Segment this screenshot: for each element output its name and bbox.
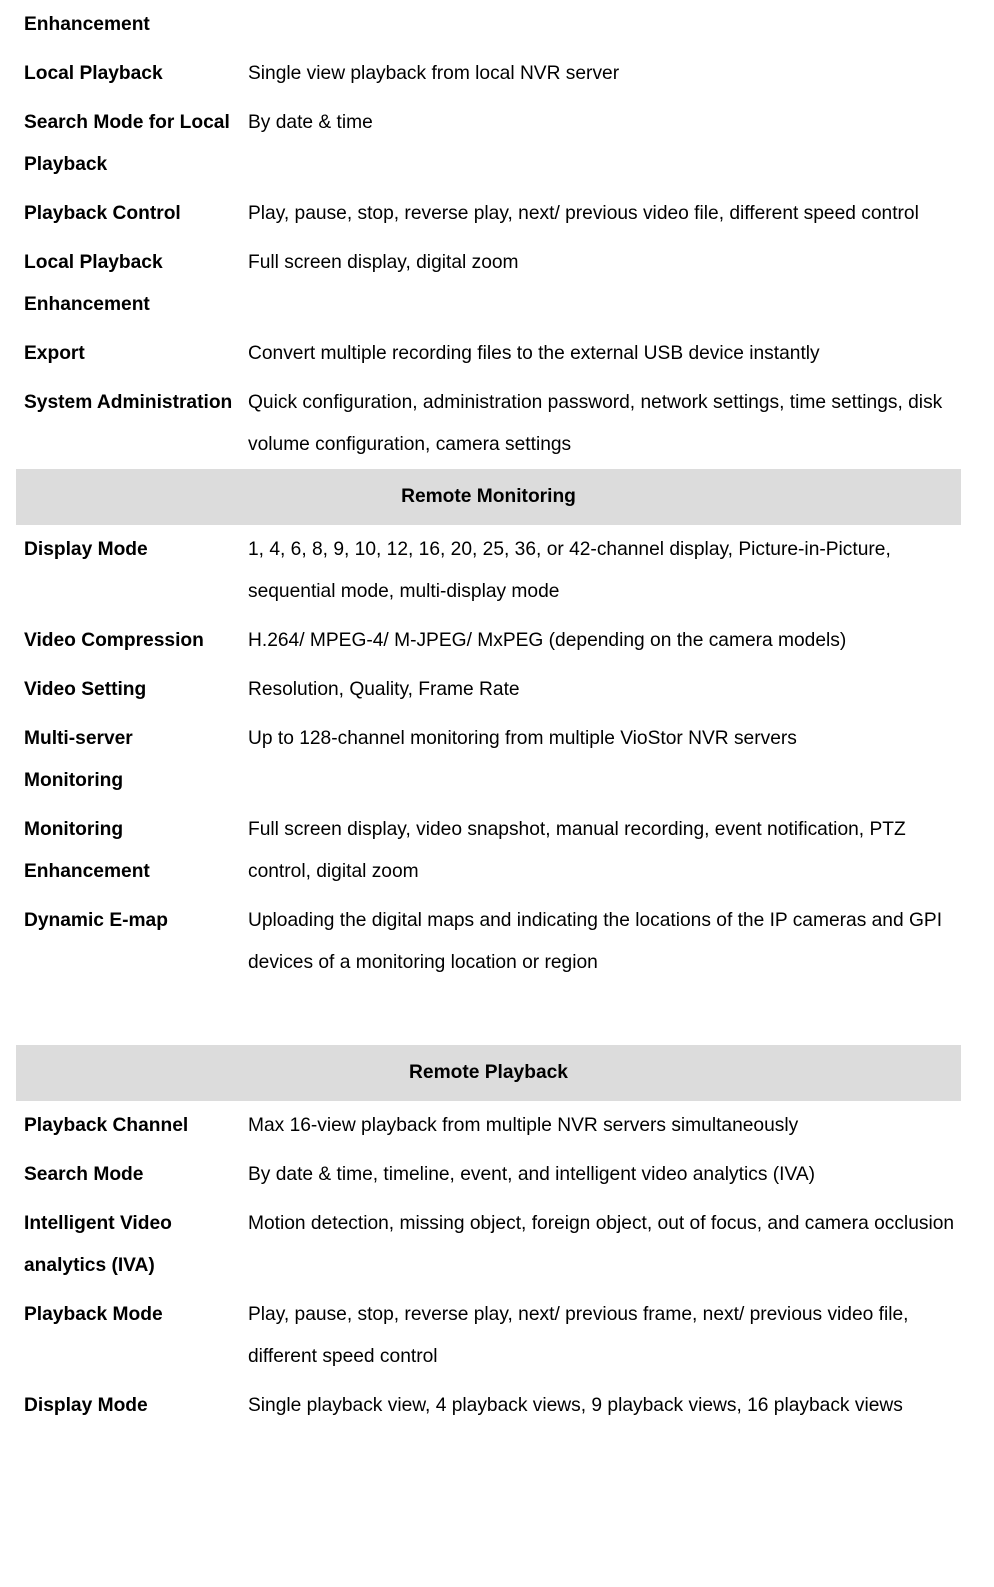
spec-row bbox=[16, 665, 961, 714]
spec-label: Local Playback bbox=[24, 63, 163, 84]
spec-row bbox=[16, 49, 961, 98]
spec-value: Convert multiple recording files to the external USB device instantly bbox=[248, 343, 820, 364]
spec-row bbox=[16, 1150, 961, 1199]
section-header-remote-monitoring: Remote Monitoring bbox=[16, 469, 961, 525]
spec-label: Search Mode for Local Playback bbox=[24, 112, 230, 175]
spec-row bbox=[16, 1381, 961, 1430]
spec-label: Enhancement bbox=[24, 14, 150, 35]
spec-row bbox=[16, 1290, 961, 1381]
spec-value: Full screen display, digital zoom bbox=[248, 252, 519, 273]
spec-table bbox=[16, 0, 961, 1430]
spec-value: Single view playback from local NVR server bbox=[248, 63, 620, 84]
spec-row bbox=[16, 525, 961, 616]
spec-label: Display Mode bbox=[24, 539, 148, 560]
section-header-remote-playback: Remote Playback bbox=[16, 1045, 961, 1101]
spec-row bbox=[16, 896, 961, 987]
spec-value: 1, 4, 6, 8, 9, 10, 12, 16, 20, 25, 36, or 42-channel display, Picture-in-Picture, sequential mode, multi-display mode bbox=[248, 539, 891, 602]
spec-label: Display Mode bbox=[24, 1395, 148, 1416]
spec-row bbox=[16, 1199, 961, 1290]
section-spacer bbox=[16, 987, 961, 1045]
spec-value: H.264/ MPEG-4/ M-JPEG/ MxPEG (depending on the camera models) bbox=[248, 630, 847, 651]
spec-row bbox=[16, 805, 961, 896]
spec-row bbox=[16, 378, 961, 469]
spec-row bbox=[16, 616, 961, 665]
spec-label: Local Playback Enhancement bbox=[24, 252, 163, 315]
spec-value: Resolution, Quality, Frame Rate bbox=[248, 679, 520, 700]
spec-row bbox=[16, 238, 961, 329]
spec-label: Video Setting bbox=[24, 679, 147, 700]
spec-row bbox=[16, 714, 961, 805]
spec-row-partial bbox=[16, 0, 961, 49]
spec-value: Quick configuration, administration password, network settings, time settings, disk volume configuration, camera settings bbox=[248, 392, 943, 455]
spec-value: Uploading the digital maps and indicating the locations of the IP cameras and GPI devices of a monitoring location or region bbox=[248, 910, 943, 973]
spec-row bbox=[16, 329, 961, 378]
spec-value: By date & time bbox=[248, 112, 373, 133]
spec-value: Max 16-view playback from multiple NVR servers simultaneously bbox=[248, 1115, 799, 1136]
spec-label: Export bbox=[24, 343, 85, 364]
spec-value: Single playback view, 4 playback views, 9 playback views, 16 playback views bbox=[248, 1395, 903, 1416]
spec-value: By date & time, timeline, event, and intelligent video analytics (IVA) bbox=[248, 1164, 816, 1185]
spec-label: Playback Mode bbox=[24, 1304, 163, 1325]
spec-row bbox=[16, 189, 961, 238]
spec-value: Up to 128-channel monitoring from multiple VioStor NVR servers bbox=[248, 728, 797, 749]
spec-row bbox=[16, 98, 961, 189]
spec-row bbox=[16, 1101, 961, 1150]
spec-label: Playback Channel bbox=[24, 1115, 189, 1136]
spec-label: Playback Control bbox=[24, 203, 181, 224]
spec-value: Full screen display, video snapshot, manual recording, event notification, PTZ control, digital zoom bbox=[248, 819, 906, 882]
spec-label: Video Compression bbox=[24, 630, 204, 651]
spec-label: Multi-server Monitoring bbox=[24, 728, 133, 791]
spec-label: Intelligent Video analytics (IVA) bbox=[24, 1213, 172, 1276]
spec-label: Dynamic E-map bbox=[24, 910, 168, 931]
spec-value: Motion detection, missing object, foreign object, out of focus, and camera occlusion bbox=[248, 1213, 955, 1234]
spec-label: Search Mode bbox=[24, 1164, 144, 1185]
spec-value: Play, pause, stop, reverse play, next/ previous video file, different speed control bbox=[248, 203, 919, 224]
spec-label: System Administration bbox=[24, 392, 233, 413]
spec-label: Monitoring Enhancement bbox=[24, 819, 150, 882]
spec-value: Play, pause, stop, reverse play, next/ previous frame, next/ previous video file, different speed control bbox=[248, 1304, 909, 1367]
